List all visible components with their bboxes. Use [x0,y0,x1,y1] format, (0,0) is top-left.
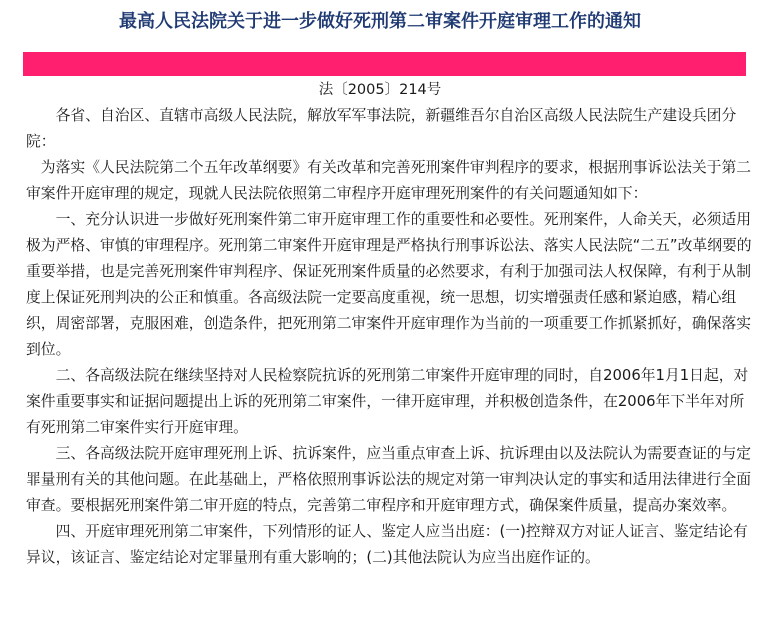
section-1-paragraph: 一、充分认识进一步做好死刑案件第二审开庭审理工作的重要性和必要性。死刑案件，人命关天，必须适用极为严格、审慎的审理程序。死刑第二审案件开庭审理是严格执行刑事诉讼法、落实人民法院“二五”改革纲要的重要举措，也是完善死刑案件审判程序、保证死刑案件质量的必然要求，有利于加强司法人权保障，有利于从制度上保证死刑判决的公正和慎重。各高级法院一定要高度重视，统一思想，切实增强责任感和紧迫感，精心组织，周密部署，克服困难，创造条件，把死刑第二审案件开庭审理作为当前的一项重要工作抓紧抓好，确保落实到位。 [26,211,752,358]
document-body [26,103,752,571]
section-4-paragraph: 四、开庭审理死刑第二审案件，下列情形的证人、鉴定人应当出庭：(一)控辩双方对证人证言、鉴定结论有异议，该证言、鉴定结论对定罪量刑有重大影响的；(二)其他法院认为应当出庭作证的。 [26,523,748,566]
intro-paragraph: 为落实《人民法院第二个五年改革纲要》有关改革和完善死刑案件审判程序的要求，根据刑事诉讼法关于第二审案件开庭审理的规定，现就人民法院依照第二审程序开庭审理死刑案件的有关问题通知如下： [26,159,752,202]
document-number: 法〔2005〕214号 [318,82,442,98]
addressee-paragraph: 各省、自治区、直辖市高级人民法院，解放军军事法院，新疆维吾尔自治区高级人民法院生产建设兵团分院： [26,107,737,150]
document-title: 最高人民法院关于进一步做好死刑第二审案件开庭审理工作的通知 [119,11,641,32]
title-banner [23,52,746,76]
section-3-paragraph: 三、各高级法院开庭审理死刑上诉、抗诉案件，应当重点审查上诉、抗诉理由以及法院认为需要查证的与定罪量刑有关的其他问题。在此基础上，严格依照刑事诉讼法的规定对第一审判决认定的事实和适用法律进行全面审查。要根据死刑案件第二审开庭的特点，完善第二审程序和开庭审理方式，确保案件质量，提高办案效率。 [26,445,752,514]
section-2-paragraph: 二、各高级法院在继续坚持对人民检察院抗诉的死刑第二审案件开庭审理的同时，自2006年1月1日起，对案件重要事实和证据问题提出上诉的死刑第二审案件，一律开庭审理，并积极创造条件，在2006年下半年对所有死刑第二审案件实行开庭审理。 [26,367,749,436]
